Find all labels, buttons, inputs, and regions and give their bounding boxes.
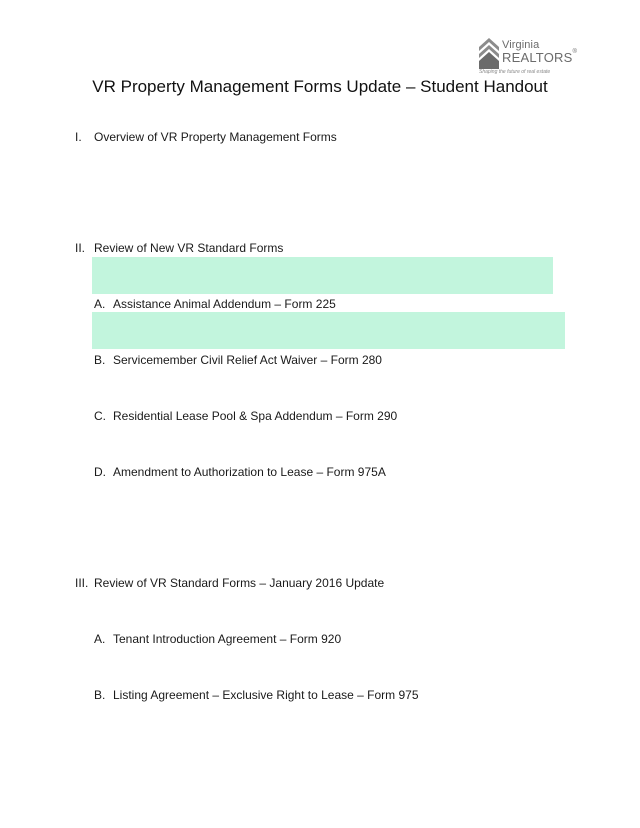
item-text: Residential Lease Pool & Spa Addendum – Form 290	[113, 409, 398, 423]
section-numeral: II.	[75, 241, 86, 255]
section-numeral: I.	[75, 130, 82, 144]
item-letter: A.	[94, 297, 106, 311]
item-letter: A.	[94, 632, 106, 646]
section-heading-text: Overview of VR Property Management Forms	[94, 130, 337, 144]
item-letter: B.	[94, 688, 106, 702]
item-letter: D.	[94, 465, 106, 479]
section-numeral: III.	[75, 576, 89, 590]
logo-text-realtors-word: REALTORS	[502, 50, 573, 65]
logo-text-realtors	[502, 50, 577, 65]
item-text: Tenant Introduction Agreement – Form 920	[113, 632, 342, 646]
logo-registered-mark: ®	[572, 49, 578, 55]
highlight-band	[92, 257, 553, 294]
section-heading-text: Review of VR Standard Forms – January 2016 Update	[94, 576, 385, 590]
item-letter: C.	[94, 409, 106, 423]
highlight-band	[92, 312, 565, 349]
virginia-realtors-logo	[479, 38, 578, 78]
item-letter: B.	[94, 353, 106, 367]
logo-text-virginia: Virginia	[502, 39, 540, 51]
item-text: Listing Agreement – Exclusive Right to Lease – Form 975	[113, 688, 419, 702]
item-text: Assistance Animal Addendum – Form 225	[113, 297, 336, 311]
item-text: Amendment to Authorization to Lease – Form 975A	[113, 465, 386, 479]
section-heading-text: Review of New VR Standard Forms	[94, 241, 284, 255]
logo-tagline: Shaping the future of real estate	[479, 69, 551, 75]
item-text: Servicemember Civil Relief Act Waiver – Form 280	[113, 353, 382, 367]
page-title: VR Property Management Forms Update – Student Handout	[92, 77, 548, 96]
